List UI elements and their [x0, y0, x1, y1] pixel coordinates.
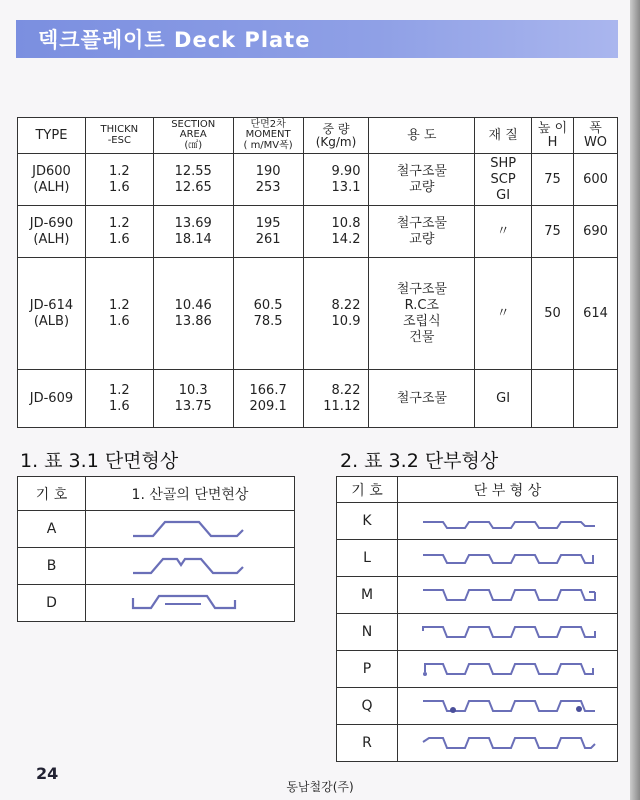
page-number: 24: [36, 764, 59, 783]
table-row: [337, 503, 618, 540]
col-thickness: THICKN -ESC: [85, 118, 153, 154]
end-profile-l-icon: [413, 547, 603, 569]
moment-cell: 190 253: [233, 154, 303, 206]
end-profile-cell: [398, 651, 618, 688]
company-name: 동남철강(주): [286, 780, 354, 794]
end-profile-p-icon: [413, 658, 603, 680]
use-cell: 철구조물 R.C조 조립식 건물: [369, 258, 475, 370]
height-cell: [532, 370, 574, 428]
shape-header-row: [337, 477, 618, 503]
type-cell: JD-690 (ALH): [18, 206, 86, 258]
width-cell: [573, 370, 617, 428]
profile-cell: [86, 548, 295, 585]
thickness-cell: 1.2 1.6: [85, 206, 153, 258]
moment-cell: 166.7 209.1: [233, 370, 303, 428]
table-row: [18, 511, 295, 548]
material-cell: 〃: [475, 258, 532, 370]
page-title: 덱크플레이트 Deck Plate: [38, 28, 311, 52]
profile-cell: [86, 585, 295, 622]
col-use: 용 도: [369, 118, 475, 154]
table-row: [337, 688, 618, 725]
end-profile-r-icon: [413, 732, 603, 754]
end-profile-cell: [398, 725, 618, 762]
code-cell: P: [337, 651, 398, 688]
code-cell: R: [337, 725, 398, 762]
table-row: [337, 614, 618, 651]
section-title-profile: 1. 표 3.1 단면형상: [20, 450, 179, 472]
section-title-end: 2. 표 3.2 단부형상: [340, 450, 499, 472]
type-cell: JD600 (ALH): [18, 154, 86, 206]
table-row: [18, 548, 295, 585]
area-cell: 13.69 18.14: [153, 206, 233, 258]
weight-cell: 10.8 14.2: [303, 206, 369, 258]
code-cell: N: [337, 614, 398, 651]
code-cell: K: [337, 503, 398, 540]
code-cell: Q: [337, 688, 398, 725]
table-row: [337, 540, 618, 577]
code-cell: B: [18, 548, 86, 585]
thickness-cell: 1.2 1.6: [85, 370, 153, 428]
end-profile-cell: [398, 503, 618, 540]
col-material: 재 질: [475, 118, 532, 154]
area-cell: 12.55 12.65: [153, 154, 233, 206]
material-cell: GI: [475, 370, 532, 428]
area-cell: 10.46 13.86: [153, 258, 233, 370]
code-cell: D: [18, 585, 86, 622]
col-profile-shape: 1. 산골의 단면현상: [86, 477, 295, 511]
end-profile-q-icon: [413, 695, 603, 717]
code-cell: M: [337, 577, 398, 614]
header-banner: [16, 20, 618, 58]
height-cell: 75: [532, 154, 574, 206]
weight-cell: 9.90 13.1: [303, 154, 369, 206]
weight-cell: 8.22 10.9: [303, 258, 369, 370]
moment-cell: 60.5 78.5: [233, 258, 303, 370]
use-cell: 철구조물 교량: [369, 154, 475, 206]
spec-header-row: [18, 118, 618, 154]
ribbed-trapezoid-profile-icon: [125, 553, 255, 579]
col-type: TYPE: [18, 118, 86, 154]
page-edge: [630, 0, 640, 800]
end-profile-n-icon: [413, 621, 603, 643]
col-end-shape: 단 부 형 상: [398, 477, 618, 503]
weight-cell: 8.22 11.12: [303, 370, 369, 428]
end-profile-k-icon: [413, 510, 603, 532]
end-profile-cell: [398, 688, 618, 725]
spec-table: [17, 117, 618, 428]
table-row: [18, 370, 618, 428]
end-profile-m-icon: [413, 584, 603, 606]
use-cell: 철구조물: [369, 370, 475, 428]
col-height: 높 이 H: [532, 118, 574, 154]
table-row: [18, 585, 295, 622]
width-cell: 690: [573, 206, 617, 258]
col-weight: 중 량 (Kg/m): [303, 118, 369, 154]
trapezoid-profile-icon: [125, 516, 255, 542]
col-width: 폭 WO: [573, 118, 617, 154]
material-cell: SHP SCP GI: [475, 154, 532, 206]
end-profile-cell: [398, 614, 618, 651]
table-row: [337, 725, 618, 762]
profile-shape-table: [17, 476, 295, 622]
height-cell: 75: [532, 206, 574, 258]
use-cell: 철구조물 교량: [369, 206, 475, 258]
moment-cell: 195 261: [233, 206, 303, 258]
table-row: [337, 577, 618, 614]
thickness-cell: 1.2 1.6: [85, 258, 153, 370]
hat-profile-icon: [125, 590, 255, 616]
shape-header-row: [18, 477, 295, 511]
table-row: [18, 206, 618, 258]
profile-cell: [86, 511, 295, 548]
type-cell: JD-614 (ALB): [18, 258, 86, 370]
col-section-area: SECTION AREA (㎠): [153, 118, 233, 154]
table-row: [18, 258, 618, 370]
thickness-cell: 1.2 1.6: [85, 154, 153, 206]
material-cell: 〃: [475, 206, 532, 258]
code-cell: A: [18, 511, 86, 548]
width-cell: 600: [573, 154, 617, 206]
col-moment: 단면2차 MOMENT ( m/MV폭): [233, 118, 303, 154]
code-cell: L: [337, 540, 398, 577]
col-code: 기 호: [337, 477, 398, 503]
end-profile-cell: [398, 577, 618, 614]
width-cell: 614: [573, 258, 617, 370]
area-cell: 10.3 13.75: [153, 370, 233, 428]
end-profile-cell: [398, 540, 618, 577]
table-row: [337, 651, 618, 688]
end-shape-table: [336, 476, 618, 762]
table-row: [18, 154, 618, 206]
type-cell: JD-609: [18, 370, 86, 428]
height-cell: 50: [532, 258, 574, 370]
col-code: 기 호: [18, 477, 86, 511]
